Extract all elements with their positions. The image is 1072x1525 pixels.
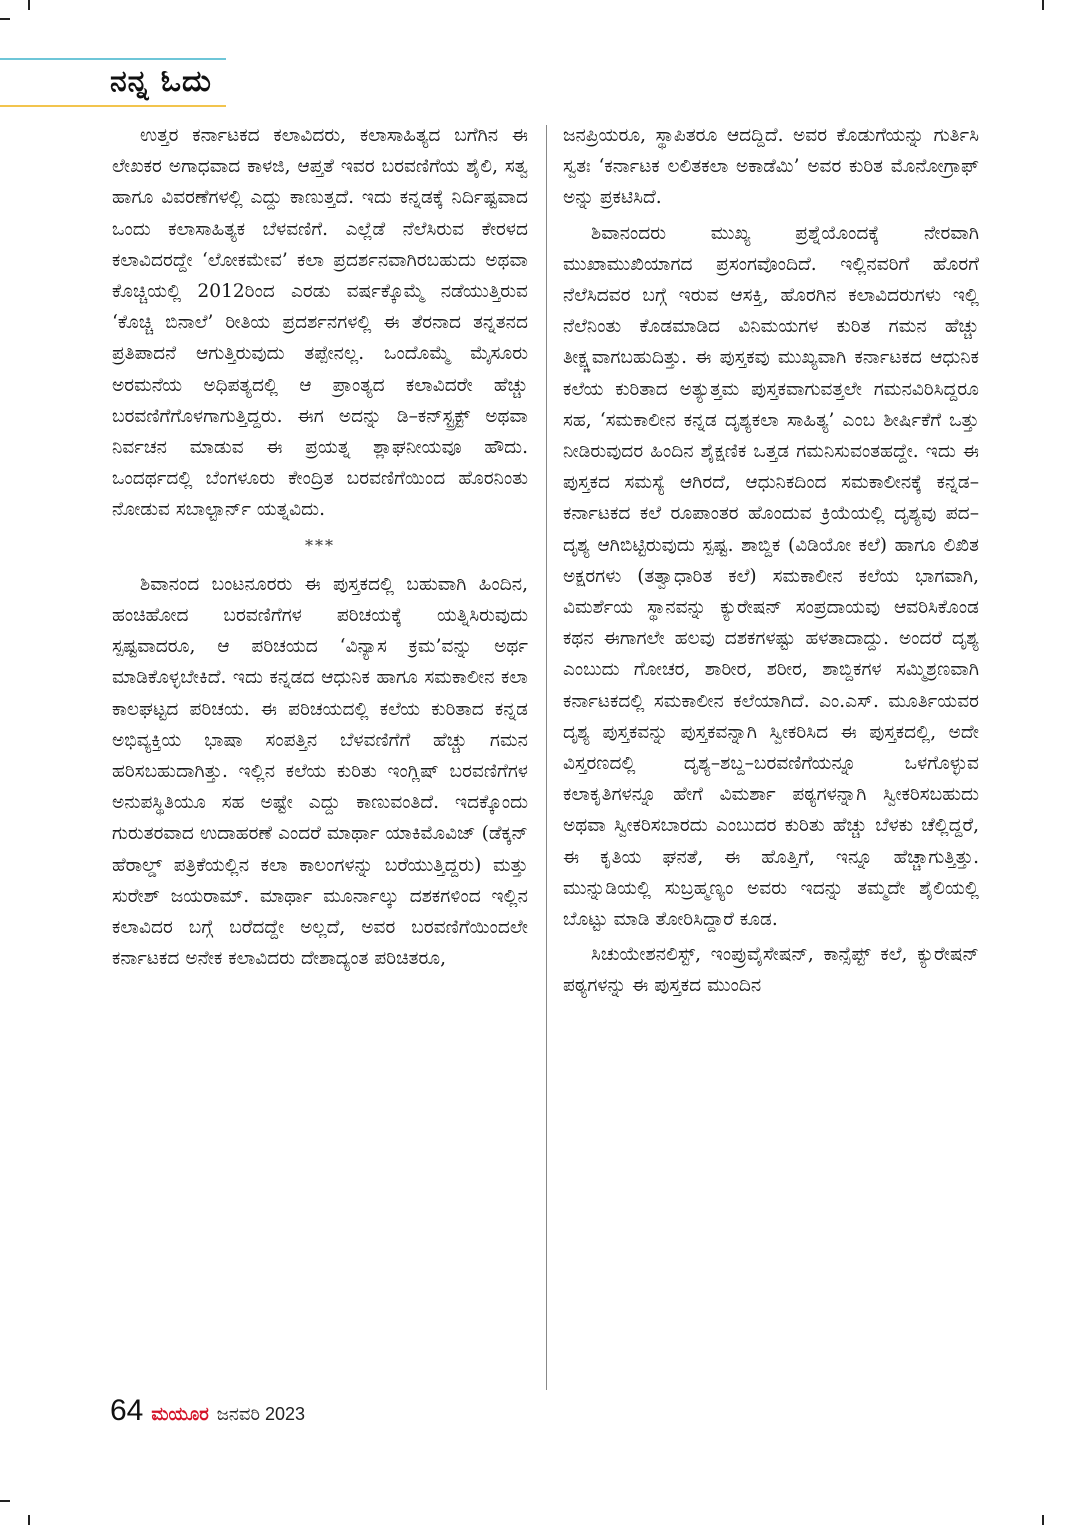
crop-mark — [28, 0, 30, 10]
paragraph: ಶಿವಾನಂದ ಬಂಟನೂರರು ಈ ಪುಸ್ತಕದಲ್ಲಿ ಬಹುವಾಗಿ ಹಿಂದಿನ, ಹಂಚಿಹೋದ ಬರವಣಿಗೆಗಳ ಪರಿಚಯಕ್ಕೆ ಯತ್ನಿಸಿರುವುದು ಸ್ಪಷ್ಟವಾದರೂ, ಆ ಪರಿಚಯದ ‘ವಿನ್ಯಾಸ ಕ್ರಮ’ವನ್ನು ಅರ್ಥ ಮಾಡಿಕೊಳ್ಳಬೇಕಿದೆ. ಇದು ಕನ್ನಡದ ಆಧುನಿಕ ಹಾಗೂ ಸಮಕಾಲೀನ ಕಲಾ ಕಾಲಘಟ್ಟದ ಪರಿಚಯ. ಈ ಪರಿಚಯದಲ್ಲಿ ಕಲೆಯ ಕುರಿತಾದ ಕನ್ನಡ ಅಭಿವ್ಯಕ್ತಿಯ ಭಾಷಾ ಸಂಪತ್ತಿನ ಬೆಳವಣಿಗೆಗೆ ಹೆಚ್ಚು ಗಮನ ಹರಿಸಬಹುದಾಗಿತ್ತು. ಇಲ್ಲಿನ ಕಲೆಯ ಕುರಿತು ಇಂಗ್ಲಿಷ್ ಬರವಣಿಗೆಗಳ ಅನುಪಸ್ಥಿತಿಯೂ ಸಹ ಅಷ್ಟೇ ಎದ್ದು ಕಾಣುವಂತಿದೆ. ಇದಕ್ಕೊಂದು ಗುರುತರವಾದ ಉದಾಹರಣೆ ಎಂದರೆ ಮಾರ್ಥಾ ಯಾಕಿಮೊವಿಜ್ (ಡೆಕ್ಕನ್ ಹೆರಾಲ್ಡ್ ಪತ್ರಿಕೆಯಲ್ಲಿನ ಕಲಾ ಕಾಲಂಗಳನ್ನು ಬರೆಯುತ್ತಿದ್ದರು) ಮತ್ತು ಸುರೇಶ್ ಜಯರಾಮ್. ಮಾರ್ಥಾ ಮೂರ್ನಾಲ್ಕು ದಶಕಗಳಿಂದ ಇಲ್ಲಿನ ಕಲಾವಿದರ ಬಗ್ಗೆ ಬರೆದದ್ದೇ ಅಲ್ಲದೆ, ಅವರ ಬರವಣಿಗೆಯಿಂದಲೇ ಕರ್ನಾಟಕದ ಅನೇಕ ಕಲಾವಿದರು ದೇಶಾದ್ಯಂತ ಪರಿಚಿತರೂ, — [112, 573, 528, 970]
page-footer — [110, 1394, 305, 1428]
crop-mark — [1042, 1515, 1044, 1525]
paragraph: ಸಿಚುಯೇಶನಲಿಸ್ಟ್, ಇಂಪ್ರುವೈಸೇಷನ್, ಕಾನ್ಸೆಪ್ಟ್ ಕಲೆ, ಕ್ಯುರೇಷನ್ ಪಠ್ಯಗಳನ್ನು ಈ ಪುಸ್ತಕದ ಮುಂದಿನ — [563, 944, 979, 997]
page-number: 64 — [110, 1394, 144, 1427]
section-title: ನನ್ನ ಓದು — [110, 64, 212, 99]
header-rule-bottom — [0, 105, 226, 107]
column-divider — [546, 125, 547, 1390]
left-column — [112, 120, 528, 978]
right-column — [563, 120, 979, 1006]
crop-mark — [1042, 0, 1044, 10]
issue-date: ಜನವರಿ 2023 — [216, 1404, 305, 1424]
paragraph: ಜನಪ್ರಿಯರೂ, ಸ್ಥಾಪಿತರೂ ಆದದ್ದಿದೆ. ಅವರ ಕೊಡುಗೆಯನ್ನು ಗುರ್ತಿಸಿ ಸ್ವತಃ ‘ಕರ್ನಾಟಕ ಲಲಿತಕಲಾ ಅಕಾಡೆಮಿ’ ಅವರ ಕುರಿತ ಮೊನೋಗ್ರಾಫ್ ಅನ್ನು ಪ್ರಕಟಿಸಿದೆ. — [563, 125, 979, 209]
crop-mark — [0, 1500, 10, 1502]
crop-mark — [28, 1515, 30, 1525]
section-divider: *** — [305, 535, 335, 555]
magazine-logo: ಮಯೂರ — [151, 1404, 209, 1425]
header-rule-top — [0, 58, 226, 60]
paragraph: ಶಿವಾನಂದರು ಮುಖ್ಯ ಪ್ರಶ್ನೆಯೊಂದಕ್ಕೆ ನೇರವಾಗಿ ಮುಖಾಮುಖಿಯಾಗದ ಪ್ರಸಂಗವೊಂದಿದೆ. ಇಲ್ಲಿನವರಿಗೆ ಹೊರಗೆ ನೆಲೆಸಿದವರ ಬಗ್ಗೆ ಇರುವ ಆಸಕ್ತಿ, ಹೊರಗಿನ ಕಲಾವಿದರುಗಳು ಇಲ್ಲಿ ನೆಲೆನಿಂತು ಕೊಡಮಾಡಿದ ವಿನಿಮಯಗಳ ಕುರಿತ ಗಮನ ಹೆಚ್ಚು ತೀಕ್ಷ್ಣವಾಗಬಹುದಿತ್ತು. ಈ ಪುಸ್ತಕವು ಮುಖ್ಯವಾಗಿ ಕರ್ನಾಟಕದ ಆಧುನಿಕ ಕಲೆಯ ಕುರಿತಾದ ಅತ್ಯುತ್ತಮ ಪುಸ್ತಕವಾಗುವತ್ತಲೇ ಗಮನವಿರಿಸಿದ್ದರೂ ಸಹ, ‘ಸಮಕಾಲೀನ ಕನ್ನಡ ದೃಶ್ಯಕಲಾ ಸಾಹಿತ್ಯ’ ಎಂಬ ಶೀರ್ಷಿಕೆಗೆ ಒತ್ತು ನೀಡಿರುವುದರ ಹಿಂದಿನ ಶೈಕ್ಷಣಿಕ ಒತ್ತಡ ಗಮನಿಸುವಂತಹದ್ದೇ. ಇದು ಈ ಪುಸ್ತಕದ ಸಮಸ್ಯೆ ಆಗಿರದೆ, ಆಧುನಿಕದಿಂದ ಸಮಕಾಲೀನಕ್ಕೆ ಕನ್ನಡ–ಕರ್ನಾಟಕದ ಕಲೆ ರೂಪಾಂತರ ಹೊಂದುವ ಕ್ರಿಯೆಯಲ್ಲಿ ದೃಶ್ಯವು ಪದ–ದೃಶ್ಯ ಆಗಿಬಿಟ್ಟಿರುವುದು ಸ್ಪಷ್ಟ. ಶಾಬ್ದಿಕ (ವಿಡಿಯೋ ಕಲೆ) ಹಾಗೂ ಲಿಖಿತ ಅಕ್ಷರಗಳು (ತತ್ವಾಧಾರಿತ ಕಲೆ) ಸಮಕಾಲೀನ ಕಲೆಯ ಭಾಗವಾಗಿ, ವಿಮರ್ಶೆಯ ಸ್ಥಾನವನ್ನು ಕ್ಯುರೇಷನ್ ಸಂಪ್ರದಾಯವು ಆವರಿಸಿಕೊಂಡ ಕಥನ ಈಗಾಗಲೇ ಹಲವು ದಶಕಗಳಷ್ಟು ಹಳತಾದಾದ್ದು. ಅಂದರೆ ದೃಶ್ಯ ಎಂಬುದು ಗೋಚರ, ಶಾರೀರ, ಶರೀರ, ಶಾಬ್ದಿಕಗಳ ಸಮ್ಮಿಶ್ರಣವಾಗಿ ಕರ್ನಾಟಕದಲ್ಲಿ ಸಮಕಾಲೀನ ಕಲೆಯಾಗಿದೆ. ಎಂ.ಎಸ್. ಮೂರ್ತಿಯವರ ದೃಶ್ಯ ಪುಸ್ತಕವನ್ನು ಪುಸ್ತಕವನ್ನಾಗಿ ಸ್ವೀಕರಿಸಿದ ಈ ಪುಸ್ತಕದಲ್ಲಿ, ಅದೇ ವಿಸ್ತರಣದಲ್ಲಿ ದೃಶ್ಯ–ಶಬ್ದ–ಬರವಣಿಗೆಯನ್ನೂ ಒಳಗೊಳ್ಳುವ ಕಲಾಕೃತಿಗಳನ್ನೂ ಹೇಗೆ ವಿಮರ್ಶಾ ಪಠ್ಯಗಳನ್ನಾಗಿ ಸ್ವೀಕರಿಸಬಹುದು ಅಥವಾ ಸ್ವೀಕರಿಸಬಾರದು ಎಂಬುದರ ಕುರಿತು ಹೆಚ್ಚು ಬೆಳಕು ಚೆಲ್ಲಿದ್ದರೆ, ಈ ಕೃತಿಯ ಘನತೆ, ಈ ಹೊತ್ತಿಗೆ, ಇನ್ನೂ ಹೆಚ್ಚಾಗುತ್ತಿತ್ತು. ಮುನ್ನುಡಿಯಲ್ಲಿ ಸುಬ್ರಹ್ಮಣ್ಯಂ ಅವರು ಇದನ್ನು ತಮ್ಮದೇ ಶೈಲಿಯಲ್ಲಿ ಬೊಟ್ಟು ಮಾಡಿ ತೋರಿಸಿದ್ದಾರೆ ಕೂಡ. — [563, 222, 979, 931]
crop-mark — [0, 18, 10, 20]
paragraph: ಉತ್ತರ ಕರ್ನಾಟಕದ ಕಲಾವಿದರು, ಕಲಾಸಾಹಿತ್ಯದ ಬಗೆಗಿನ ಈ ಲೇಖಕರ ಅಗಾಧವಾದ ಕಾಳಜಿ, ಆಪ್ತತೆ ಇವರ ಬರವಣಿಗೆಯ ಶೈಲಿ, ಸತ್ವ ಹಾಗೂ ವಿವರಣೆಗಳಲ್ಲಿ ಎದ್ದು ಕಾಣುತ್ತದೆ. ಇದು ಕನ್ನಡಕ್ಕೆ ನಿರ್ದಿಷ್ಟವಾದ ಒಂದು ಕಲಾಸಾಹಿತ್ಯಕ ಬೆಳವಣಿಗೆ. ಎಲ್ಲೆಡೆ ನೆಲೆಸಿರುವ ಕೇರಳದ ಕಲಾವಿದರದ್ದೇ ‘ಲೋಕಮೇವ’ ಕಲಾ ಪ್ರದರ್ಶನವಾಗಿರಬಹುದು ಅಥವಾ ಕೊಚ್ಚಿಯಲ್ಲಿ 2012ರಿಂದ ಎರಡು ವರ್ಷಕ್ಕೊಮ್ಮೆ ನಡೆಯುತ್ತಿರುವ ‘ಕೊಚ್ಚಿ ಬಿನಾಲೆ’ ರೀತಿಯ ಪ್ರದರ್ಶನಗಳಲ್ಲಿ ಈ ತೆರನಾದ ತನ್ನತನದ ಪ್ರತಿಪಾದನೆ ಆಗುತ್ತಿರುವುದು ತಪ್ಪೇನಲ್ಲ. ಒಂದೊಮ್ಮೆ ಮೈಸೂರು ಅರಮನೆಯ ಅಧಿಪತ್ಯದಲ್ಲಿ ಆ ಪ್ರಾಂತ್ಯದ ಕಲಾವಿದರೇ ಹೆಚ್ಚು ಬರವಣಿಗೆಗೊಳಗಾಗುತ್ತಿದ್ದರು. ಈಗ ಅದನ್ನು ಡಿ–ಕನ್‌ಸ್ಟ್ರಕ್ಟ್ ಅಥವಾ ನಿರ್ವಚನ ಮಾಡುವ ಈ ಪ್ರಯತ್ನ ಶ್ಲಾಘನೀಯವೂ ಹೌದು. ಒಂದರ್ಥದಲ್ಲಿ ಬೆಂಗಳೂರು ಕೇಂದ್ರಿತ ಬರವಣಿಗೆಯಿಂದ ಹೊರನಿಂತು ನೋಡುವ ಸಬಾಲ್ಟಾರ್ನ್ ಯತ್ನವಿದು. — [112, 125, 528, 521]
section-header — [0, 58, 230, 108]
